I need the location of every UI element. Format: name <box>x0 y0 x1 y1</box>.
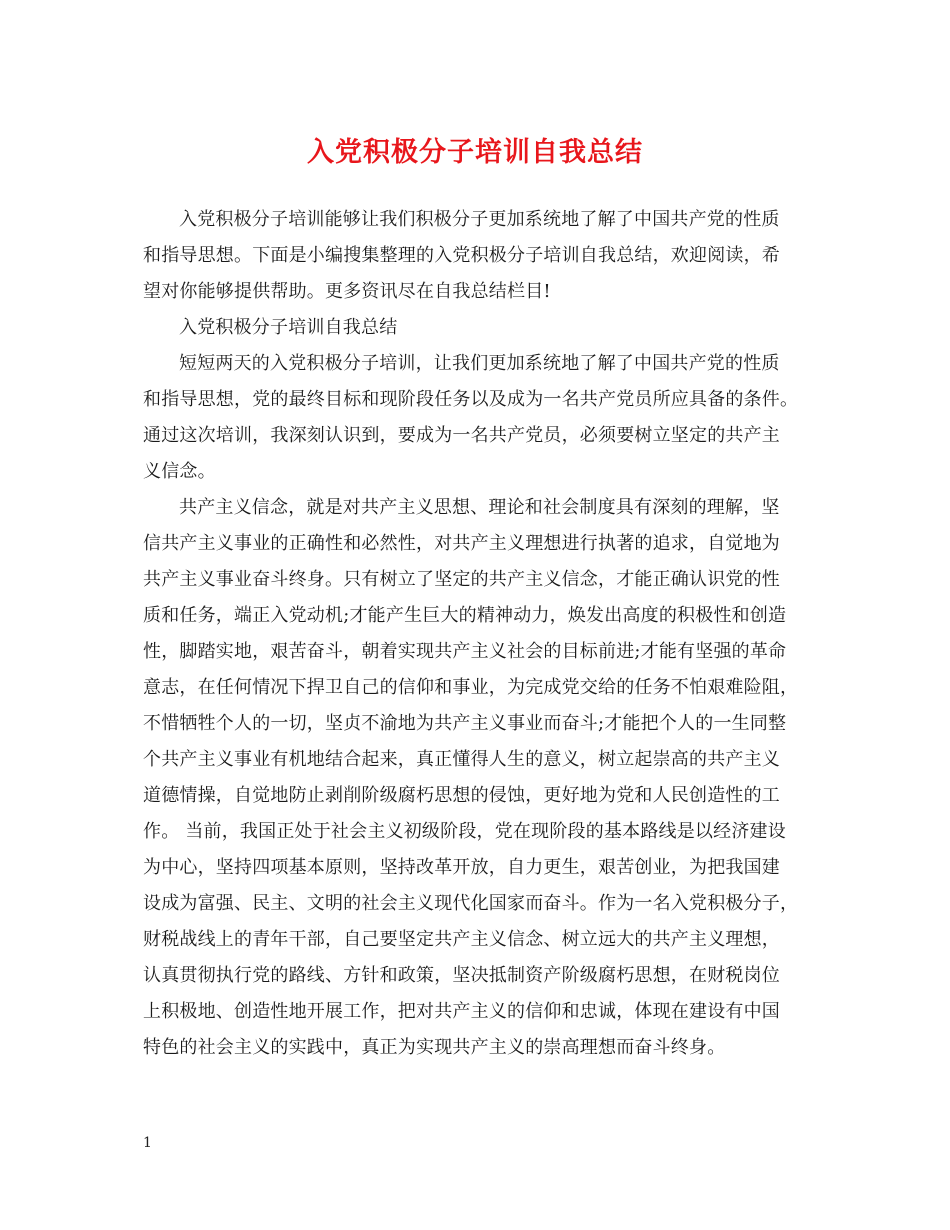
text-line: 质和任务，端正入党动机;才能产生巨大的精神动力，焕发出高度的积极性和创造 <box>143 605 787 626</box>
text-line: 不惜牺牲个人的一切，坚贞不渝地为共产主义事业而奋斗;才能把个人的一生同整 <box>143 713 787 734</box>
text-line: 通过这次培训，我深刻认识到，要成为一名共产党员，必须要树立坚定的共产主 <box>143 425 780 446</box>
text-line: 为中心，坚持四项基本原则，坚持改革开放，自力更生，艰苦创业，为把我国建 <box>143 857 780 878</box>
section-heading: 入党积极分子培训自我总结 <box>179 317 398 338</box>
document-title: 入党积极分子培训自我总结 <box>307 137 643 168</box>
text-line: 共产主义事业奋斗终身。只有树立了坚定的共产主义信念，才能正确认识党的性 <box>143 569 780 590</box>
text-line: 意志，在任何情况下捍卫自己的信仰和事业，为完成党交给的任务不怕艰难险阻， <box>143 677 799 698</box>
text-line: 财税战线上的青年干部，自己要坚定共产主义信念、树立远大的共产主义理想， <box>143 929 780 950</box>
text-line: 共产主义信念，就是对共产主义思想、理论和社会制度具有深刻的理解，坚 <box>179 497 780 518</box>
text-line: 望对你能够提供帮助。更多资讯尽在自我总结栏目! <box>143 281 551 302</box>
page-number: 1 <box>143 1135 152 1151</box>
text-line: 设成为富强、民主、文明的社会主义现代化国家而奋斗。作为一名入党积极分子， <box>143 893 799 914</box>
text-line: 义信念。 <box>143 461 216 482</box>
text-line: 和指导思想，党的最终目标和现阶段任务以及成为一名共产党员所应具备的条件。 <box>143 389 799 410</box>
text-line: 个共产主义事业有机地结合起来，真正懂得人生的意义，树立起崇高的共产主义 <box>143 749 780 770</box>
text-line: 上积极地、创造性地开展工作，把对共产主义的信仰和忠诚，体现在建设有中国 <box>143 1001 780 1022</box>
text-line: 短短两天的入党积极分子培训，让我们更加系统地了解了中国共产党的性质 <box>179 353 780 374</box>
text-line: 入党积极分子培训能够让我们积极分子更加系统地了解了中国共产党的性质 <box>179 209 780 230</box>
text-line: 特色的社会主义的实践中，真正为实现共产主义的崇高理想而奋斗终身。 <box>143 1037 726 1058</box>
text-line: 性，脚踏实地，艰苦奋斗，朝着实现共产主义社会的目标前进;才能有坚强的革命 <box>143 641 787 662</box>
text-line: 信共产主义事业的正确性和必然性，对共产主义理想进行执著的追求，自觉地为 <box>143 533 780 554</box>
text-line: 作。 当前，我国正处于社会主义初级阶段，党在现阶段的基本路线是以经济建设 <box>143 821 786 842</box>
text-line: 认真贯彻执行党的路线、方针和政策，坚决抵制资产阶级腐朽思想，在财税岗位 <box>143 965 780 986</box>
text-line: 道德情操，自觉地防止剥削阶级腐朽思想的侵蚀，更好地为党和人民创造性的工 <box>143 785 780 806</box>
text-line: 和指导思想。下面是小编搜集整理的入党积极分子培训自我总结，欢迎阅读，希 <box>143 245 780 266</box>
